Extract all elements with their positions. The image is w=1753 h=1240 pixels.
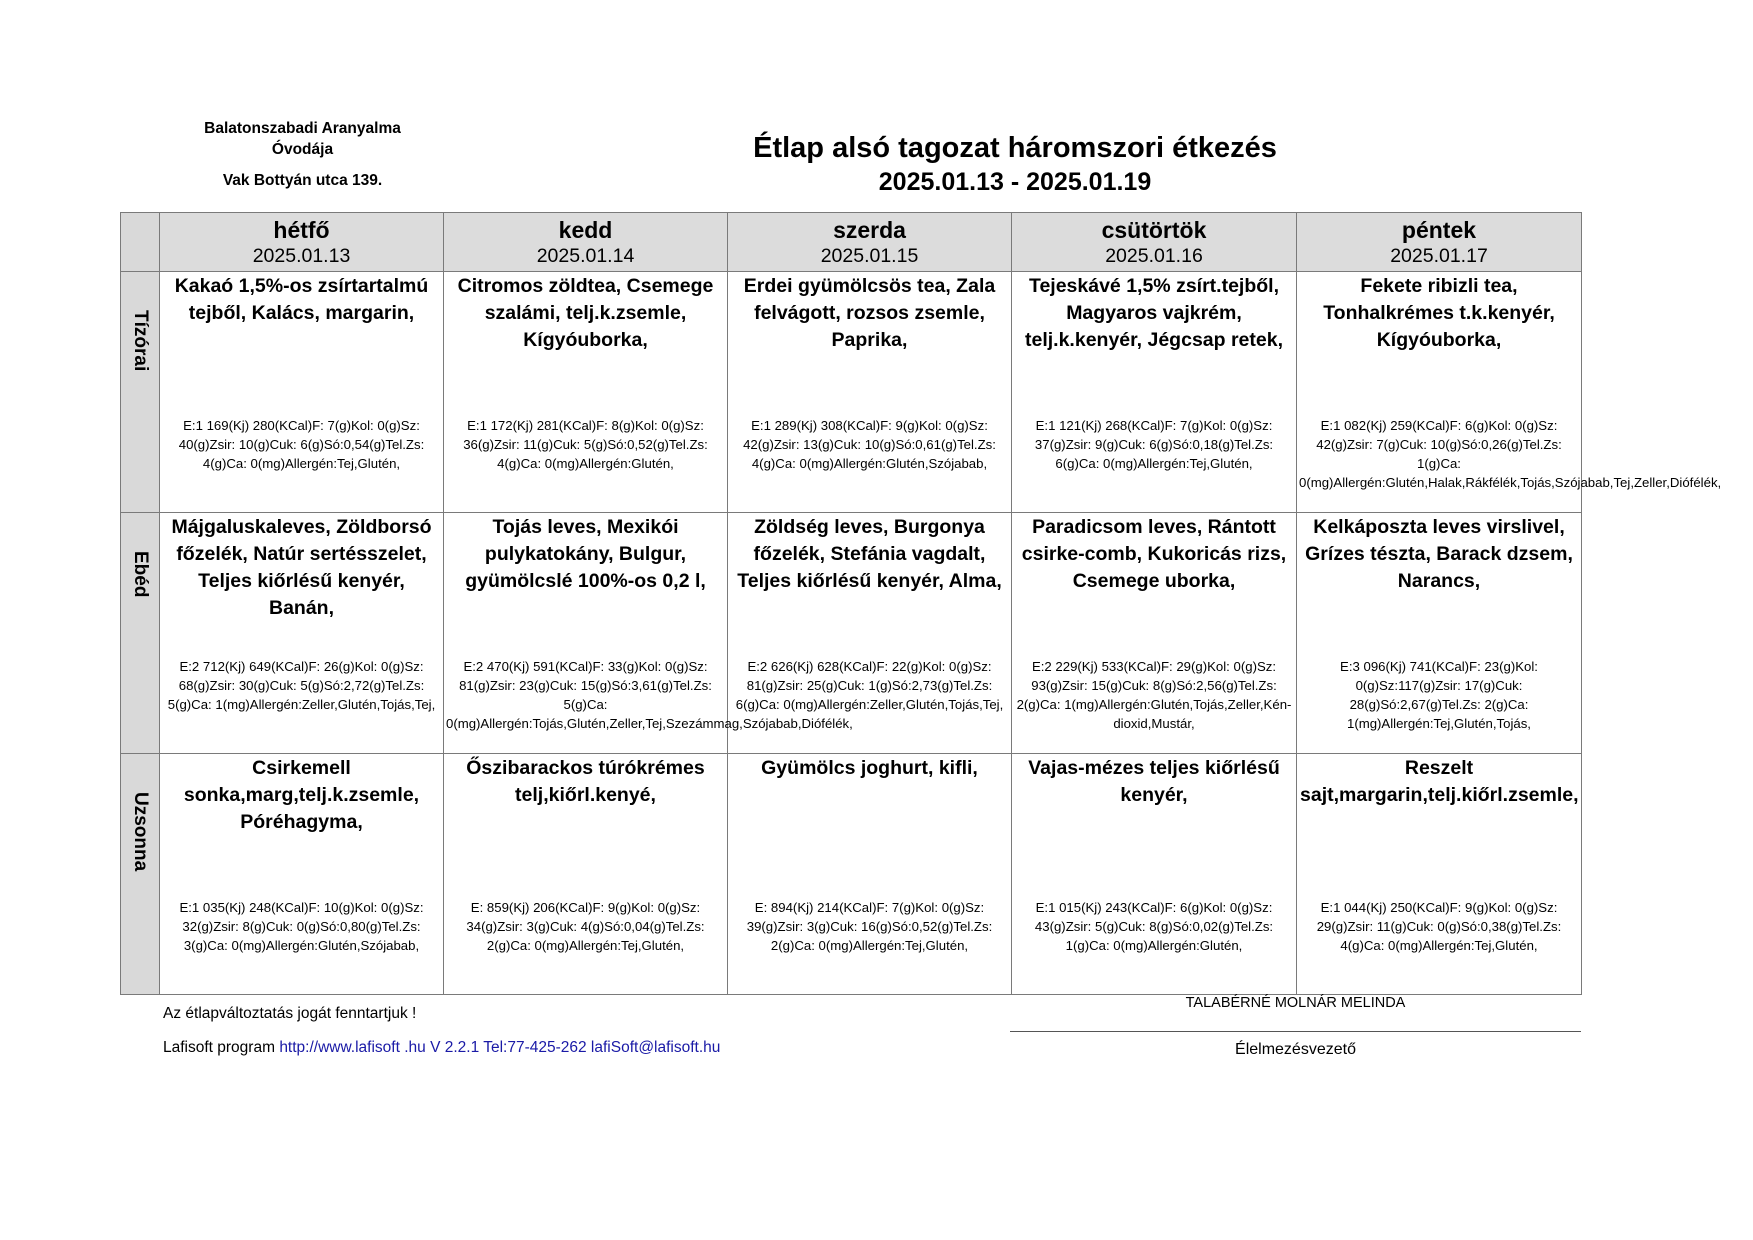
menu-cell (1297, 754, 1582, 995)
meal-row-uzsonna (121, 754, 1582, 995)
dish-text: Erdei gyümölcsös tea, Zala felvágott, rozsos zsemle, Paprika, (743, 275, 996, 351)
day-header-row (121, 213, 1582, 272)
day-header (728, 213, 1012, 272)
dish-text: Kelkáposzta leves virslivel, Grízes tészta, Barack dzsem, Narancs, (1305, 516, 1573, 592)
dish-text: Őszibarackos túrókrémes telj,kiőrl.kenyé, (466, 757, 705, 806)
dish-text: Csirkemell sonka,marg,telj.k.zsemle, Póréhagyma, (183, 757, 420, 833)
menu-cell (728, 754, 1012, 995)
dish-text: Gyümölcs joghurt, kifli, (761, 757, 978, 779)
date-range: 2025.01.13 - 2025.01.19 (878, 168, 1152, 196)
software-credit (163, 1039, 720, 1057)
nutrition-text: E:1 082(Kj) 259(KCal)F: 6(g)Kol: 0(g)Sz: 42(g)Zsir: 7(g)Cuk: 10(g)Só:0,26(g)Tel.Zs: 1(g)Ca: 0(mg)Allergén:Glutén,Halak,Rákfélék,Tojás,Szójabab,Tej,Zeller,Diófélék, (1299, 418, 1722, 490)
meal-label-cell (121, 513, 160, 754)
nutrition-text: E:1 169(Kj) 280(KCal)F: 7(g)Kol: 0(g)Sz: 40(g)Zsir: 10(g)Cuk: 6(g)Só:0,54(g)Tel.Zs: 4(g)Ca: 0(mg)Allergén:Tej,Glutén, (178, 418, 425, 471)
day-name: péntek (1401, 217, 1477, 243)
meal-label: Ebéd (130, 551, 151, 598)
meal-row-ebed (121, 513, 1582, 754)
menu-title-block (700, 130, 1330, 198)
day-date: 2025.01.14 (536, 245, 635, 267)
nutrition-text: E:1 172(Kj) 281(KCal)F: 8(g)Kol: 0(g)Sz: 36(g)Zsir: 11(g)Cuk: 5(g)Só:0,52(g)Tel.Zs: 4(g)Ca: 0(mg)Allergén:Glutén, (463, 418, 708, 471)
dish-text: Zöldség leves, Burgonya főzelék, Stefánia vagdalt, Teljes kiőrlésű kenyér, Alma, (737, 516, 1002, 592)
organization-header (170, 118, 435, 191)
menu-cell (1012, 272, 1297, 513)
nutrition-text: E:1 044(Kj) 250(KCal)F: 9(g)Kol: 0(g)Sz: 29(g)Zsir: 11(g)Cuk: 0(g)Só:0,38(g)Tel.Zs: 4(g)Ca: 0(mg)Allergén:Tej,Glutén, (1316, 900, 1562, 953)
day-date: 2025.01.16 (1105, 245, 1203, 267)
nutrition-text: E:1 121(Kj) 268(KCal)F: 7(g)Kol: 0(g)Sz: 37(g)Zsir: 9(g)Cuk: 6(g)Só:0,18(g)Tel.Zs: 6(g)Ca: 0(mg)Allergén:Tej,Glutén, (1034, 418, 1274, 471)
dish-text: Tejeskávé 1,5% zsírt.tejből, Magyaros vajkrém, telj.k.kenyér, Jégcsap retek, (1025, 275, 1283, 351)
nutrition-text: E:2 626(Kj) 628(KCal)F: 22(g)Kol: 0(g)Sz: 81(g)Zsir: 25(g)Cuk: 1(g)Só:2,73(g)Tel.Zs: 6(g)Ca: 0(mg)Allergén:Zeller,Glutén,Tojás,Tej, (735, 659, 1004, 712)
menu-cell (444, 272, 728, 513)
day-name: kedd (558, 217, 613, 243)
day-name: csütörtök (1101, 217, 1207, 243)
nutrition-text: E:1 035(Kj) 248(KCal)F: 10(g)Kol: 0(g)Sz: 32(g)Zsir: 8(g)Cuk: 0(g)Só:0,80(g)Tel.Zs: 3(g)Ca: 0(mg)Allergén:Glutén,Szójabab, (179, 900, 424, 953)
nutrition-text: E: 859(Kj) 206(KCal)F: 9(g)Kol: 0(g)Sz: 34(g)Zsir: 3(g)Cuk: 4(g)Só:0,04(g)Tel.Zs: 2(g)Ca: 0(mg)Allergén:Tej,Glutén, (466, 900, 705, 953)
menu-cell (444, 754, 728, 995)
nutrition-text: E:2 470(Kj) 591(KCal)F: 33(g)Kol: 0(g)Sz: 81(g)Zsir: 23(g)Cuk: 15(g)Só:3,61(g)Tel.Zs: 5(g)Ca: 0(mg)Allergén:Tojás,Glutén,Zeller,Tej,Szezámmag,Szójabab,Diófélék, (446, 659, 853, 731)
weekly-menu-table (120, 212, 1722, 995)
signer-role: Élelmezésvezető (1235, 1041, 1356, 1058)
dish-text: Fekete ribizli tea, Tonhalkrémes t.k.kenyér, Kígyóuborka, (1323, 275, 1555, 351)
menu-cell (728, 272, 1012, 513)
dish-text: Citromos zöldtea, Csemege szalámi, telj.k.zsemle, Kígyóuborka, (457, 275, 714, 351)
page-title: Étlap alsó tagozat háromszori étkezés (753, 132, 1277, 164)
nutrition-text: E:2 229(Kj) 533(KCal)F: 29(g)Kol: 0(g)Sz: 93(g)Zsir: 15(g)Cuk: 8(g)Só:2,56(g)Tel.Zs: 2(g)Ca: 1(mg)Allergén:Glutén,Tojás,Zeller,Kén-dioxid,Mustár, (1016, 659, 1292, 731)
menu-cell (1012, 513, 1297, 754)
menu-cell (1297, 272, 1722, 513)
dish-text: Paradicsom leves, Rántott csirke-comb, Kukoricás rizs, Csemege uborka, (1021, 516, 1287, 592)
dish-text: Tojás leves, Mexikói pulykatokány, Bulgur, gyümölcslé 100%-os 0,2 l, (465, 516, 706, 592)
nutrition-text: E:1 015(Kj) 243(KCal)F: 6(g)Kol: 0(g)Sz: 43(g)Zsir: 5(g)Cuk: 8(g)Só:0,02(g)Tel.Zs: 1(g)Ca: 0(mg)Allergén:Glutén, (1034, 900, 1274, 953)
meal-label-cell (121, 754, 160, 995)
corner-cell (121, 213, 160, 272)
day-header (160, 213, 444, 272)
nutrition-text: E:1 289(Kj) 308(KCal)F: 9(g)Kol: 0(g)Sz: 42(g)Zsir: 13(g)Cuk: 10(g)Só:0,61(g)Tel.Zs: 4(g)Ca: 0(mg)Allergén:Glutén,Szójabab, (743, 418, 996, 471)
change-notice: Az étlapváltoztatás jogát fenntartjuk ! (163, 1005, 417, 1022)
org-name-line2: Óvodája (271, 141, 334, 158)
day-header (1012, 213, 1297, 272)
menu-cell (1012, 754, 1297, 995)
meal-row-tizorai (121, 272, 1582, 513)
nutrition-text: E:2 712(Kj) 649(KCal)F: 26(g)Kol: 0(g)Sz: 68(g)Zsir: 30(g)Cuk: 5(g)Só:2,72(g)Tel.Zs: 5(g)Ca: 1(mg)Allergén:Zeller,Glutén,Tojás,Tej, (167, 659, 436, 712)
dish-text: Reszelt sajt,margarin,telj.kiőrl.zsemle, (1300, 757, 1579, 806)
software-link[interactable]: http://www.lafisoft .hu V 2.2.1 Tel:77-425-262 lafiSoft@lafisoft.hu (279, 1039, 721, 1056)
software-credit-prefix: Lafisoft program (163, 1039, 275, 1056)
menu-cell (1297, 513, 1582, 754)
day-name: szerda (833, 217, 906, 243)
menu-cell (160, 513, 444, 754)
day-date: 2025.01.13 (252, 245, 351, 267)
menu-cell (728, 513, 1012, 754)
meal-label: Tízórai (130, 310, 151, 372)
dish-text: Kakaó 1,5%-os zsírtartalmú tejből, Kalács, margarin, (174, 275, 429, 324)
org-address: Vak Bottyán utca 139. (222, 172, 383, 189)
signature-line (1010, 1031, 1581, 1032)
org-name-line1: Balatonszabadi Aranyalma (204, 120, 401, 137)
day-name: hétfő (273, 217, 330, 243)
day-date: 2025.01.15 (820, 245, 919, 267)
day-header (1297, 213, 1582, 272)
dish-text: Vajas-mézes teljes kiőrlésű kenyér, (1028, 757, 1280, 806)
day-date: 2025.01.17 (1390, 245, 1488, 267)
menu-cell (444, 513, 853, 754)
dish-text: Májgaluskaleves, Zöldborsó főzelék, Natúr sertésszelet, Teljes kiőrlésű kenyér, Banán, (171, 516, 432, 619)
menu-cell (160, 754, 444, 995)
meal-label: Uzsonna (130, 792, 151, 872)
meal-label-cell (121, 272, 160, 513)
day-header (444, 213, 728, 272)
menu-cell (160, 272, 444, 513)
nutrition-text: E: 894(Kj) 214(KCal)F: 7(g)Kol: 0(g)Sz: 39(g)Zsir: 3(g)Cuk: 16(g)Só:0,52(g)Tel.Zs: 2(g)Ca: 0(mg)Allergén:Tej,Glutén, (746, 900, 993, 953)
signer-name: TALABÉRNÉ MOLNÁR MELINDA (1185, 995, 1406, 1011)
nutrition-text: E:3 096(Kj) 741(KCal)F: 23(g)Kol: 0(g)Sz:117(g)Zsir: 17(g)Cuk: 28(g)Só:2,67(g)Tel.Zs: 2(g)Ca: 1(mg)Allergén:Tej,Glutén,Tojás, (1340, 659, 1538, 731)
